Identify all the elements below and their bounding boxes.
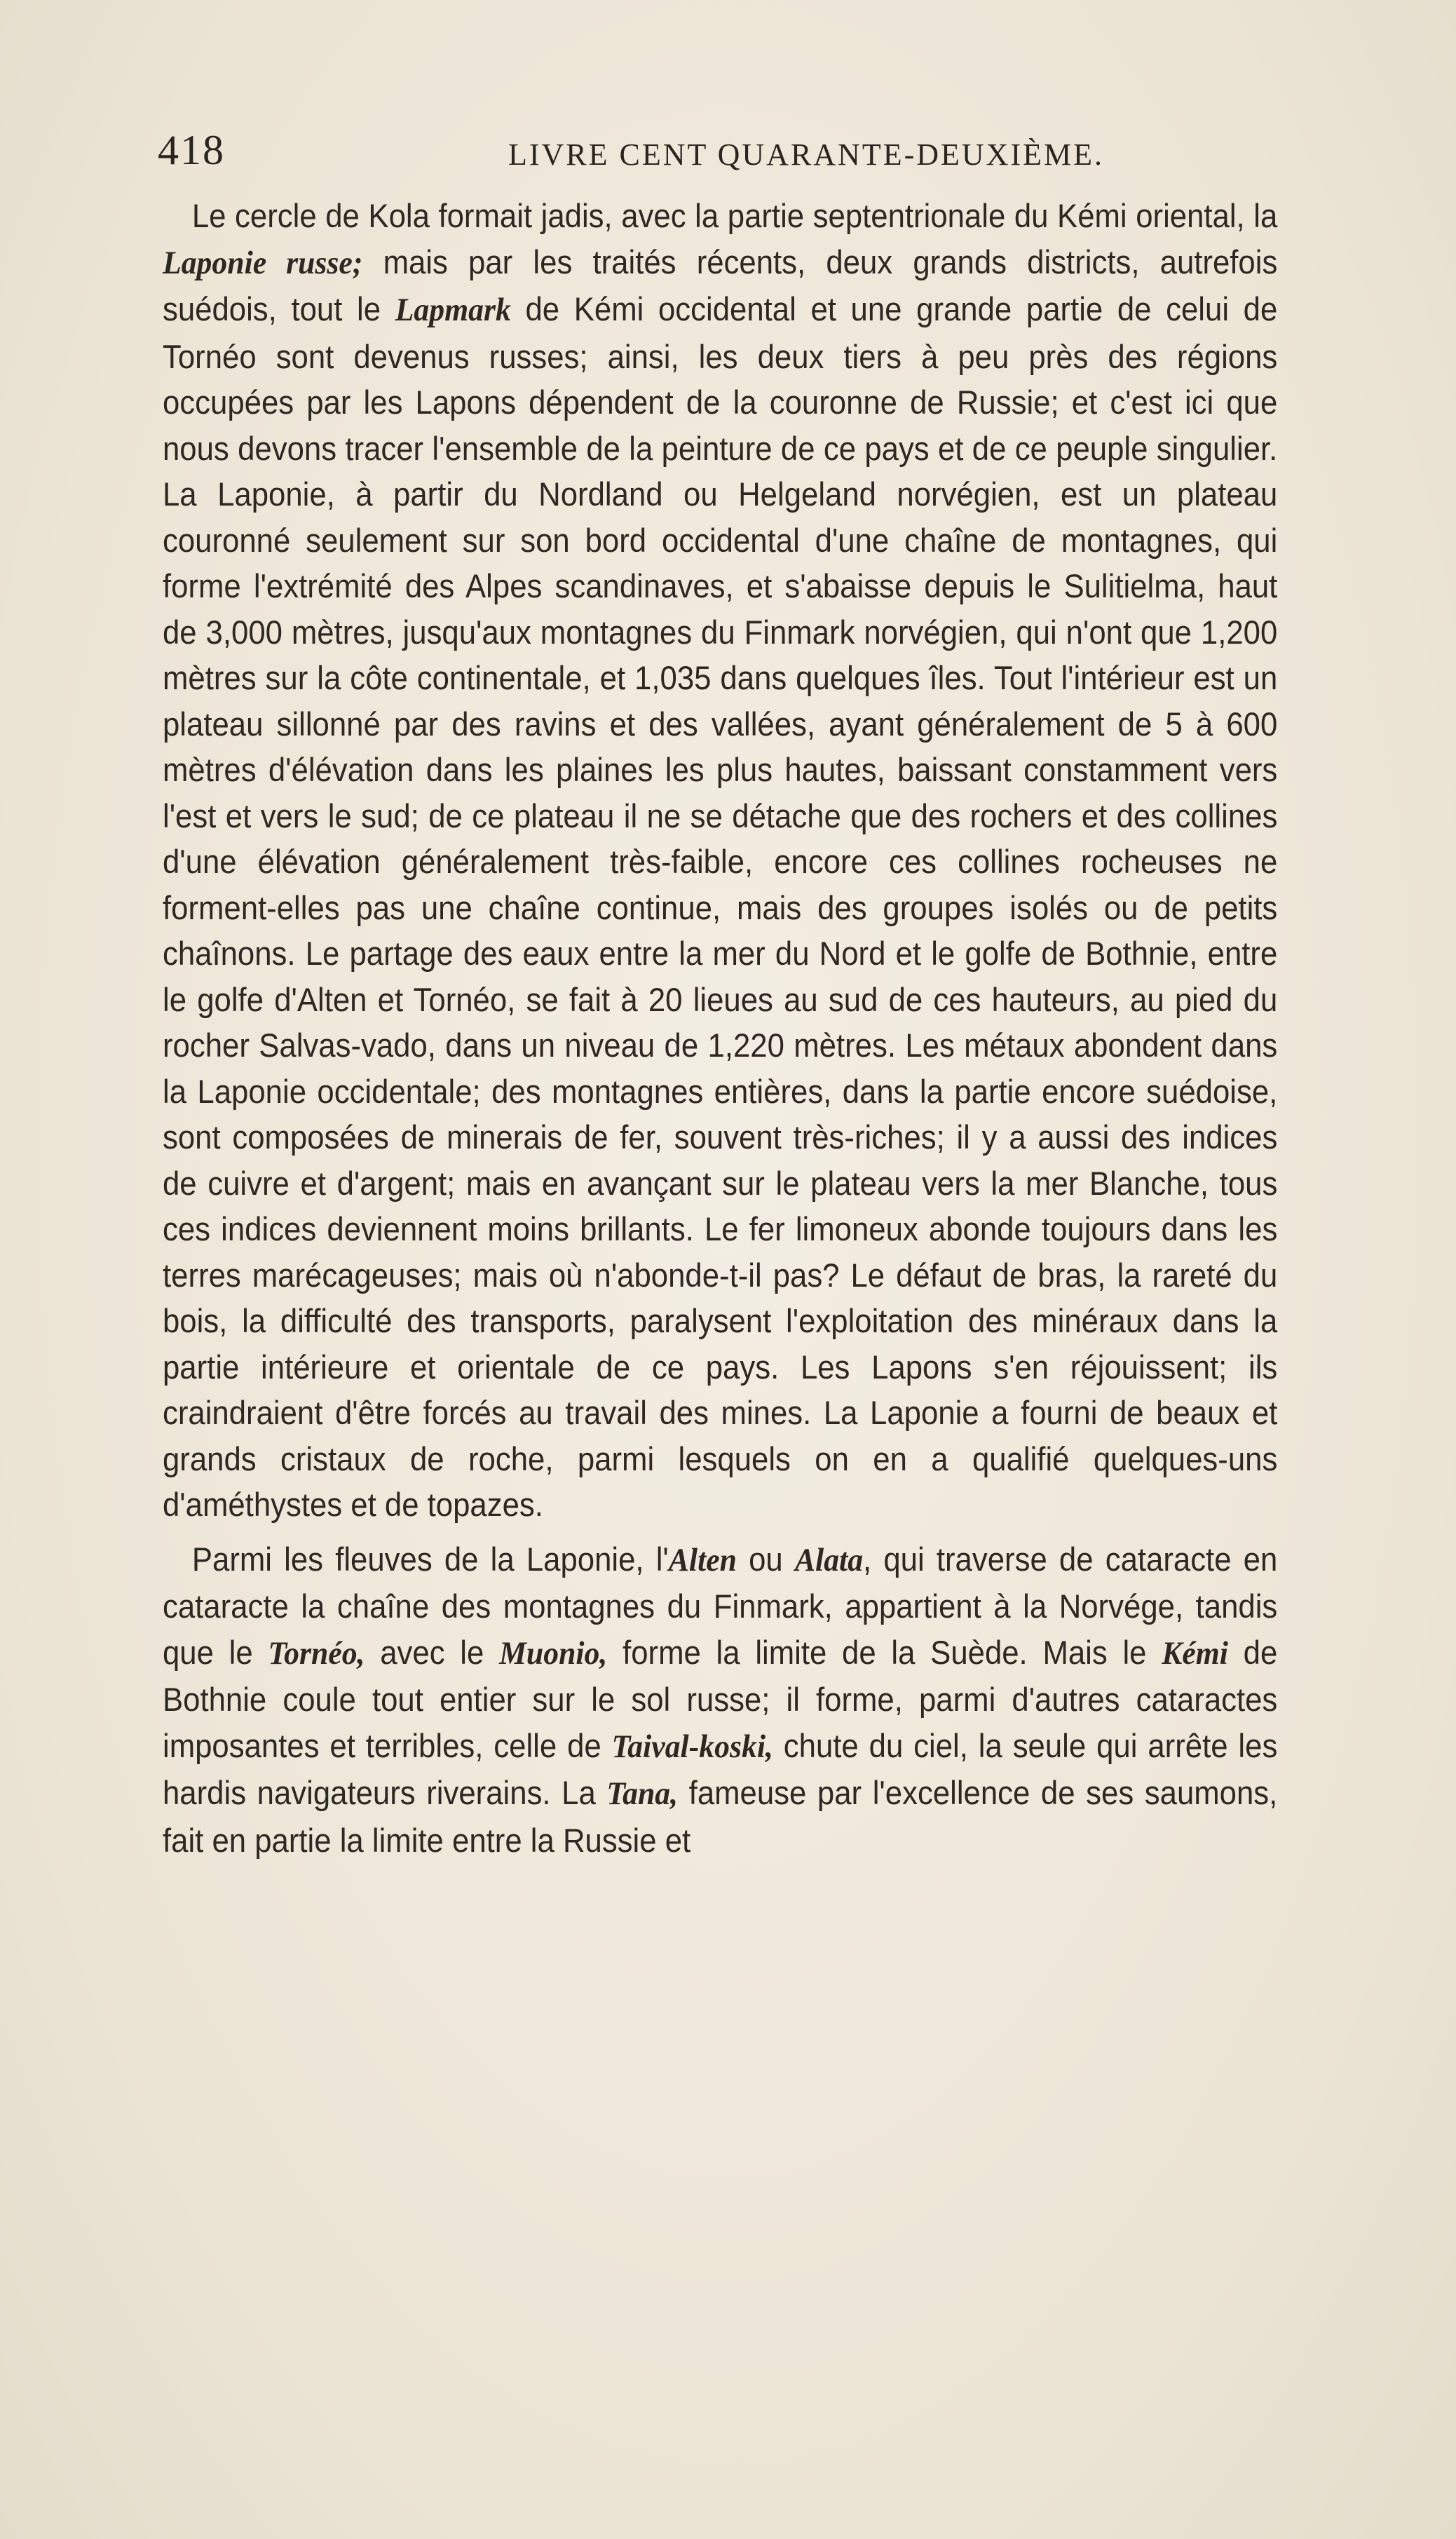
italic-term: Taival-koski,: [611, 1728, 773, 1765]
page-number: 418: [158, 127, 225, 173]
italic-term: Laponie russe;: [163, 244, 363, 281]
paragraph-1: [163, 193, 1277, 1528]
italic-term: Kémi: [1162, 1634, 1228, 1672]
italic-term: Lapmark: [395, 292, 511, 328]
paragraph-2: [163, 1536, 1277, 1864]
text-run: avec le: [365, 1633, 500, 1671]
text-run: de Kémi occidental et une grande partie de celui de Tornéo sont devenus russes; ainsi, les deux tiers à peu près des régions occupées par les Lapons dépendent de la couronne de Russie; et c'est ici que nous devons tracer l'ensemble de la peinture de ce pays et de ce peuple singulier. La Laponie, à partir du Nordland ou Helgeland norvégien, est un plateau couronné seulement sur son bord occidental d'une chaîne de montagnes, qui forme l'extrémité des Alpes scandinaves, et s'abaisse depuis le Sulitielma, haut de 3,000 mètres, jusqu'aux montagnes du Finmark norvégien, qui n'ont que 1,200 mètres sur la côte continentale, et 1,035 dans quelques îles. Tout l'intérieur est un plateau sillonné par des ravins et des vallées, ayant généralement de 5 à 600 mètres d'élévation dans les plaines les plus hautes, baissant constamment vers l'est et vers le sud; de ce plateau il ne se détache que des rochers et des collines d'une élévation généralement très-faible, encore ces collines rocheuses ne forment-elles pas une chaîne continue, mais des groupes isolés ou de petits chaînons. Le partage des eaux entre la mer du Nord et le golfe de Bothnie, entre le golfe d'Alten et Tornéo, se fait à 20 lieues au sud de ces hauteurs, au pied du rocher Salvas-vado, dans un niveau de 1,220 mètres. Les métaux abondent dans la Laponie occidentale; des montagnes entières, dans la partie encore suédoise, sont composées de minerais de fer, souvent très-riches; il y a aussi des indices de cuivre et d'argent; mais en avançant sur le plateau vers la mer Blanche, tous ces indices deviennent moins brillants. Le fer limoneux abonde toujours dans les terres marécageuses; mais où n'abonde-t-il pas? Le défaut de bras, la rareté du bois, la difficulté des transports, paralysent l'exploitation des minéraux dans la partie intérieure et orientale de ce pays. Les Lapons s'en réjouissent; ils craindraient d'être forcés au travail des mines. La Laponie a fourni de beaux et grands cristaux de roche, parmi lesquels on en a qualifié quelques-uns d'améthystes et de topazes.: [163, 290, 1278, 1523]
text-run: ou: [736, 1540, 795, 1578]
text-run: chute du ciel, la seule qui arrête les hardis navigateurs riverains. La: [163, 1726, 1278, 1811]
italic-term: Tornéo,: [268, 1634, 365, 1672]
page-header: [158, 119, 1363, 182]
running-title: LIVRE CENT QUARANTE-DEUXIÈME.: [508, 137, 1104, 172]
text-run: Le cercle de Kola formait jadis, avec la partie septentrionale du Kémi oriental, la: [191, 197, 1278, 234]
text-run: forme la limite de la Suède. Mais le: [607, 1633, 1162, 1671]
text-run: fameuse par l'excellence de ses saumons, fait en partie la limite entre la Russie et: [163, 1774, 1278, 1859]
italic-term: Muonio,: [499, 1634, 608, 1672]
italic-term: Alata: [794, 1541, 864, 1578]
text-run: mais par les traités récents, deux grands districts, autrefois suédois, tout le: [163, 243, 1278, 327]
italic-term: Tana,: [606, 1775, 679, 1812]
italic-term: Alten: [668, 1541, 737, 1578]
text-run: de Bothnie coule tout entier sur le sol russe; il forme, parmi d'autres cataractes imposantes et terribles, celle de: [163, 1633, 1278, 1764]
text-run: Parmi les fleuves de la Laponie, l': [191, 1540, 669, 1578]
body-text: [163, 193, 1277, 1863]
text-run: , qui traverse de cataracte en cataracte la chaîne des montagnes du Finmark, appartient à la Norvége, tandis que le: [163, 1540, 1278, 1671]
